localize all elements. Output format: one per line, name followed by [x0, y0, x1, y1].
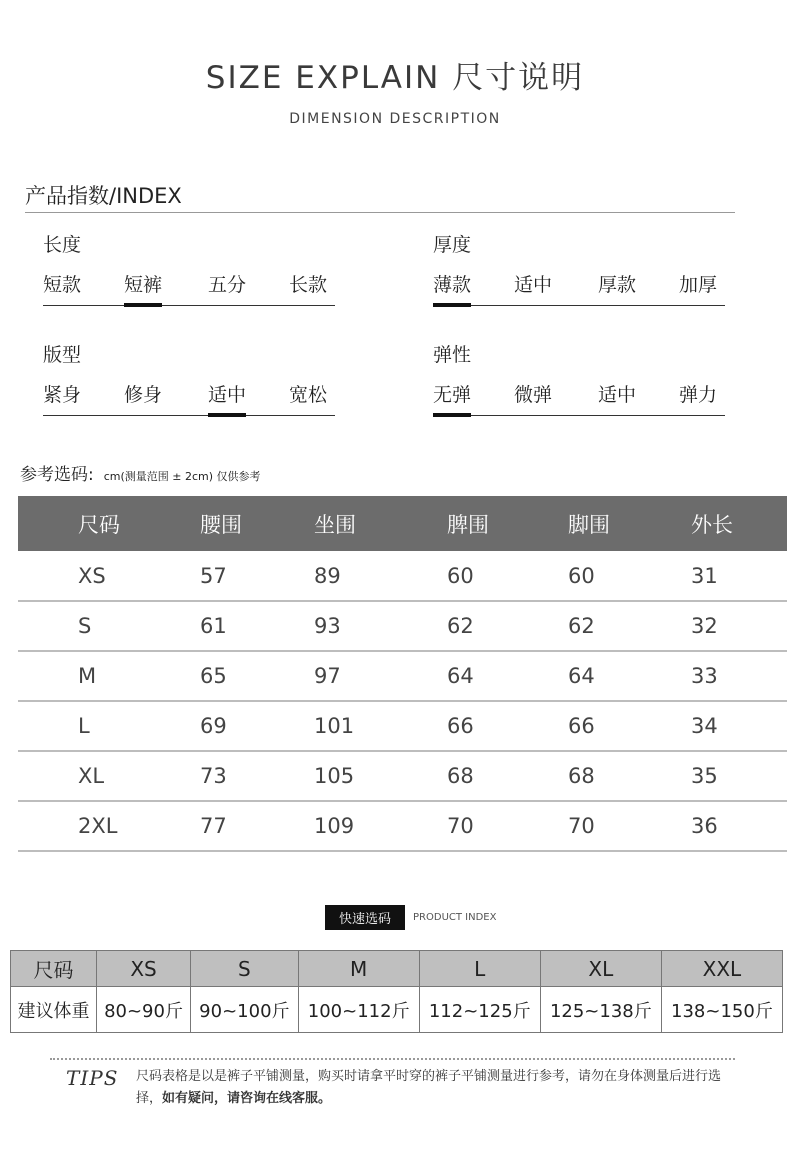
option-item-selected: 短裤 — [124, 270, 162, 297]
table-cell: 62 — [548, 601, 675, 651]
table-cell: 32 — [675, 601, 787, 651]
option-item-selected: 适中 — [208, 380, 246, 407]
attribute-elasticity — [433, 340, 725, 416]
table-cell: 70 — [548, 801, 675, 851]
option-item: 加厚 — [679, 274, 718, 296]
option-item: 长款 — [289, 274, 328, 296]
index-divider — [25, 212, 735, 213]
column-header: 脚围 — [548, 496, 675, 551]
tips-text-main: 尺码表格是以是裤子平铺测量，购买时请拿平时穿的裤子平铺测量进行参考，请勿在身体测量后进行选择， — [136, 1069, 722, 1106]
option-item: 微弹 — [514, 384, 553, 406]
column-header: 外长 — [675, 496, 787, 551]
table-cell: M — [298, 951, 419, 987]
table-cell: 69 — [178, 701, 296, 751]
reference-label — [20, 460, 261, 485]
table-cell: 66 — [423, 701, 548, 751]
table-cell: 97 — [296, 651, 423, 701]
table-cell: 33 — [675, 651, 787, 701]
table-cell: XL — [18, 751, 178, 801]
option-item: 适中 — [514, 274, 553, 296]
table-cell: 35 — [675, 751, 787, 801]
table-row — [18, 651, 787, 701]
table-cell: 101 — [296, 701, 423, 751]
table-cell: S — [191, 951, 299, 987]
table-cell: 34 — [675, 701, 787, 751]
table-cell: 建议体重 — [11, 987, 97, 1033]
column-header: 腰围 — [178, 496, 296, 551]
reference-title: 参考选码: — [20, 465, 94, 485]
table-cell: 36 — [675, 801, 787, 851]
table-cell: 112~125斤 — [419, 987, 540, 1033]
table-cell: 77 — [178, 801, 296, 851]
page-title: SIZE EXPLAIN 尺寸说明 — [205, 60, 585, 96]
table-cell: 100~112斤 — [298, 987, 419, 1033]
table-cell: 93 — [296, 601, 423, 651]
table-cell: XXL — [661, 951, 782, 987]
option-item-selected: 薄款 — [433, 270, 471, 297]
tips-text-emphasis: 如有疑问，请咨询在线客服。 — [162, 1091, 332, 1106]
table-cell: 89 — [296, 551, 423, 601]
table-cell: 31 — [675, 551, 787, 601]
table-cell: 64 — [548, 651, 675, 701]
table-cell: 65 — [178, 651, 296, 701]
attribute-length — [43, 230, 335, 306]
attribute-options — [43, 380, 335, 416]
attribute-options — [43, 270, 335, 306]
table-cell: 105 — [296, 751, 423, 801]
option-item: 紧身 — [43, 384, 82, 406]
table-cell: 60 — [548, 551, 675, 601]
weight-table — [10, 950, 783, 1033]
attribute-title: 厚度 — [433, 234, 472, 256]
table-cell: 57 — [178, 551, 296, 601]
table-row — [18, 701, 787, 751]
option-item: 适中 — [598, 384, 637, 406]
table-cell: 64 — [423, 651, 548, 701]
table-cell: 138~150斤 — [661, 987, 782, 1033]
attribute-options — [433, 380, 725, 416]
column-header: 坐围 — [296, 496, 423, 551]
tips-divider — [50, 1058, 735, 1060]
index-heading: 产品指数/INDEX — [25, 184, 182, 208]
table-cell: 68 — [423, 751, 548, 801]
column-header: 尺码 — [18, 496, 178, 551]
table-cell: 80~90斤 — [96, 987, 190, 1033]
table-cell: 61 — [178, 601, 296, 651]
table-cell: 125~138斤 — [540, 987, 661, 1033]
table-cell: L — [18, 701, 178, 751]
attribute-title: 版型 — [43, 344, 82, 366]
attribute-options — [433, 270, 725, 306]
quick-select-banner — [325, 905, 496, 930]
table-cell: 2XL — [18, 801, 178, 851]
table-row — [18, 601, 787, 651]
reference-note: cm(测量范围 ± 2cm) 仅供参考 — [103, 470, 261, 483]
table-cell: 62 — [423, 601, 548, 651]
table-row — [18, 801, 787, 851]
table-cell: XL — [540, 951, 661, 987]
table-cell: 66 — [548, 701, 675, 751]
option-item: 宽松 — [289, 384, 328, 406]
tips-text — [136, 1066, 736, 1110]
table-cell: XS — [96, 951, 190, 987]
option-item: 五分 — [208, 274, 247, 296]
page-subtitle: DIMENSION DESCRIPTION — [289, 111, 501, 127]
attribute-thickness — [433, 230, 725, 306]
quick-select-label: 快速选码 — [325, 905, 405, 930]
table-row — [18, 751, 787, 801]
size-table-header — [18, 496, 787, 551]
attribute-fit — [43, 340, 335, 416]
table-row — [18, 551, 787, 601]
attribute-title: 长度 — [43, 234, 82, 256]
table-cell: 60 — [423, 551, 548, 601]
size-table — [18, 496, 787, 852]
weight-table-header — [11, 951, 783, 987]
table-cell: 68 — [548, 751, 675, 801]
option-item: 修身 — [124, 384, 163, 406]
option-item: 厚款 — [598, 274, 637, 296]
table-cell: 109 — [296, 801, 423, 851]
attribute-title: 弹性 — [433, 344, 472, 366]
option-item: 弹力 — [679, 384, 718, 406]
table-cell: S — [18, 601, 178, 651]
table-cell: XS — [18, 551, 178, 601]
table-cell: 70 — [423, 801, 548, 851]
table-cell: M — [18, 651, 178, 701]
option-item: 短款 — [43, 274, 82, 296]
option-item-selected: 无弹 — [433, 380, 471, 407]
table-cell: 尺码 — [11, 951, 97, 987]
tips-tag: TIPS — [66, 1066, 119, 1090]
table-row — [11, 987, 783, 1033]
table-cell: 90~100斤 — [191, 987, 299, 1033]
column-header: 脾围 — [423, 496, 548, 551]
table-cell: L — [419, 951, 540, 987]
table-cell: 73 — [178, 751, 296, 801]
quick-select-label-en: PRODUCT INDEX — [413, 912, 497, 923]
